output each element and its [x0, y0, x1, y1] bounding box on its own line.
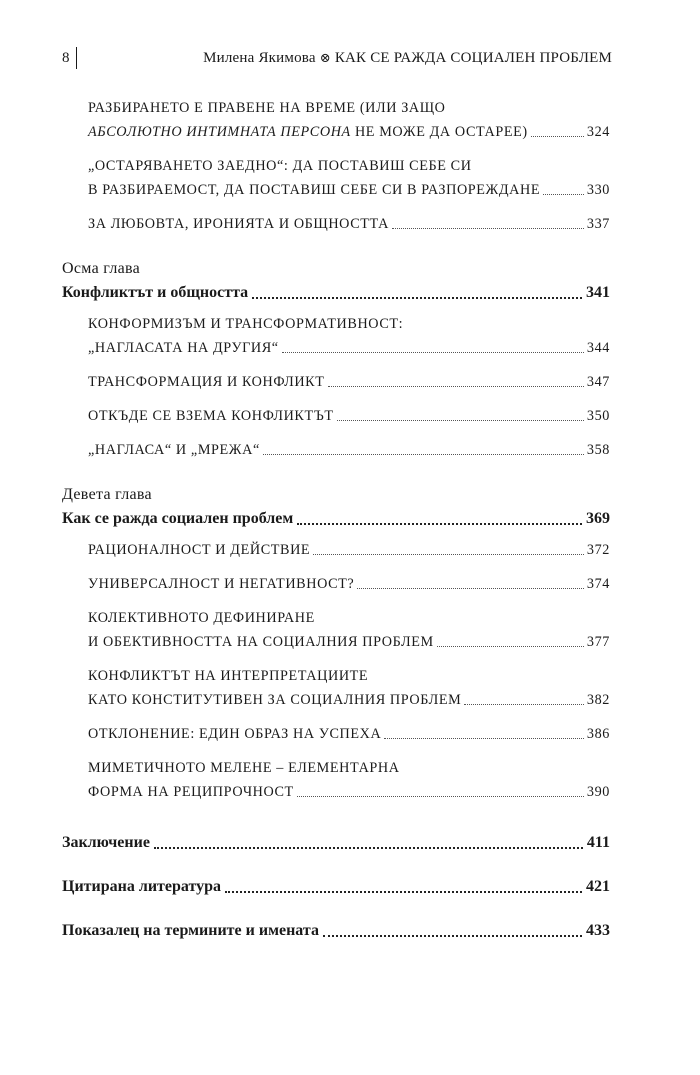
toc-entry[interactable]	[88, 154, 610, 202]
toc-entry-line: МИМЕТИЧНОТО МЕЛЕНЕ – ЕЛЕМЕНТАРНА	[88, 760, 400, 776]
table-of-contents	[62, 96, 610, 944]
toc-entry-title: ОТКЛОНЕНИЕ: ЕДИН ОБРАЗ НА УСПЕХА	[88, 726, 382, 742]
toc-chapter-title: Заключение	[62, 834, 150, 851]
toc-chapter-title: Показалец на термините и имената	[62, 922, 319, 939]
toc-chapter-entry[interactable]	[62, 830, 610, 856]
header-divider	[76, 47, 77, 69]
dot-leader	[357, 588, 584, 589]
toc-page-number: 347	[586, 374, 610, 390]
toc-entry[interactable]	[88, 722, 610, 746]
dot-leader	[531, 136, 584, 137]
toc-page-number: 350	[586, 408, 610, 424]
dot-leader	[282, 352, 584, 353]
running-book-title: КАК СЕ РАЖДА СОЦИАЛЕН ПРОБЛЕМ	[334, 49, 612, 66]
dot-leader	[543, 194, 584, 195]
toc-entry-line: КОЛЕКТИВНОТО ДЕФИНИРАНЕ	[88, 610, 315, 626]
toc-entry[interactable]	[88, 538, 610, 562]
toc-page-number: 411	[586, 834, 610, 851]
toc-entry[interactable]	[88, 438, 610, 462]
toc-page-number: 330	[586, 182, 610, 198]
dot-leader	[384, 738, 584, 739]
dot-leader	[328, 386, 584, 387]
toc-page-number: 382	[586, 692, 610, 708]
dot-leader	[263, 454, 584, 455]
toc-entry-line: РАЗБИРАНЕТО Е ПРАВЕНЕ НА ВРЕМЕ (ИЛИ ЗАЩО	[88, 100, 446, 116]
toc-entry-title: РАЦИОНАЛНОСТ И ДЕЙСТВИЕ	[88, 542, 311, 558]
toc-page-number: 358	[586, 442, 610, 458]
dot-leader	[297, 523, 582, 525]
toc-page-number: 369	[586, 510, 610, 527]
toc-entry[interactable]	[88, 370, 610, 394]
toc-page-number: 377	[586, 634, 610, 650]
toc-entry-title: ОТКЪДЕ СЕ ВЗЕМА КОНФЛИКТЪТ	[88, 408, 334, 424]
toc-page-number: 341	[586, 284, 610, 301]
toc-entry-title: УНИВЕРСАЛНОСТ И НЕГАТИВНОСТ?	[88, 576, 355, 592]
toc-entry[interactable]	[88, 312, 610, 360]
toc-page-number: 433	[586, 922, 610, 939]
toc-entry[interactable]	[88, 96, 610, 144]
toc-chapter-title: Цитирана литература	[62, 878, 222, 895]
chapter-label: Осма глава	[62, 260, 141, 277]
toc-entry-line	[88, 120, 528, 144]
running-header	[62, 44, 612, 72]
toc-entry-line: ФОРМА НА РЕЦИПРОЧНОСТ	[88, 784, 294, 800]
toc-page-number: 324	[586, 124, 610, 140]
toc-chapter-entry[interactable]	[62, 506, 610, 532]
dot-leader	[297, 796, 584, 797]
toc-entry-italic: АБСОЛЮТНО ИНТИМНАТА ПЕРСОНА	[88, 124, 351, 140]
running-author: Милена Якимова	[203, 49, 316, 66]
toc-chapter-entry[interactable]	[62, 280, 610, 306]
toc-entry[interactable]	[88, 606, 610, 654]
toc-entry-line: „ОСТАРЯВАНЕТО ЗАЕДНО“: ДА ПОСТАВИШ СЕБЕ СИ	[88, 158, 472, 174]
dot-leader	[313, 554, 584, 555]
toc-page-number: 421	[586, 878, 610, 895]
running-title	[203, 50, 612, 67]
toc-entry[interactable]	[88, 664, 610, 712]
toc-entry[interactable]	[88, 212, 610, 236]
toc-entry-line: И ОБЕКТИВНОСТТА НА СОЦИАЛНИЯ ПРОБЛЕМ	[88, 634, 434, 650]
toc-entry-line: В РАЗБИРАЕМОСТ, ДА ПОСТАВИШ СЕБЕ СИ В РАЗПОРЕЖДАНЕ	[88, 182, 541, 198]
toc-entry-line: „НАГЛАСАТА НА ДРУГИЯ“	[88, 340, 279, 356]
toc-page-number: 344	[586, 340, 610, 356]
toc-entry-line: КОНФЛИКТЪТ НА ИНТЕРПРЕТАЦИИТЕ	[88, 668, 369, 684]
toc-page-number: 386	[586, 726, 610, 742]
toc-entry-line: КАТО КОНСТИТУТИВЕН ЗА СОЦИАЛНИЯ ПРОБЛЕМ	[88, 692, 462, 708]
toc-entry[interactable]	[88, 572, 610, 596]
toc-entry-title: ТРАНСФОРМАЦИЯ И КОНФЛИКТ	[88, 374, 325, 390]
toc-page-number: 390	[586, 784, 610, 800]
dot-leader	[337, 420, 584, 421]
bullet-separator-icon: ⊗	[319, 49, 331, 65]
toc-chapter-title: Как се ражда социален проблем	[62, 510, 294, 527]
toc-entry-text: НЕ МОЖЕ ДА ОСТАРЕЕ)	[350, 124, 528, 140]
dot-leader	[323, 935, 582, 937]
toc-chapter-entry[interactable]	[62, 874, 610, 900]
toc-page-number: 374	[586, 576, 610, 592]
dot-leader	[464, 704, 584, 705]
toc-entry[interactable]	[88, 404, 610, 428]
toc-entry-title: ЗА ЛЮБОВТА, ИРОНИЯТА И ОБЩНОСТТА	[88, 216, 389, 232]
dot-leader	[437, 646, 584, 647]
toc-chapter-title: Конфликтът и общността	[62, 284, 249, 301]
toc-page-number: 372	[586, 542, 610, 558]
dot-leader	[225, 891, 582, 893]
chapter-label: Девета глава	[62, 486, 152, 503]
toc-entry-line: КОНФОРМИЗЪМ И ТРАНСФОРМАТИВНОСТ:	[88, 316, 404, 332]
toc-chapter-entry[interactable]	[62, 918, 610, 944]
page-number: 8	[62, 49, 70, 66]
toc-entry[interactable]	[88, 756, 610, 804]
toc-entry-title: „НАГЛАСА“ И „МРЕЖА“	[88, 442, 260, 458]
dot-leader	[392, 228, 584, 229]
dot-leader	[154, 847, 583, 849]
toc-page-number: 337	[586, 216, 610, 232]
dot-leader	[252, 297, 582, 299]
